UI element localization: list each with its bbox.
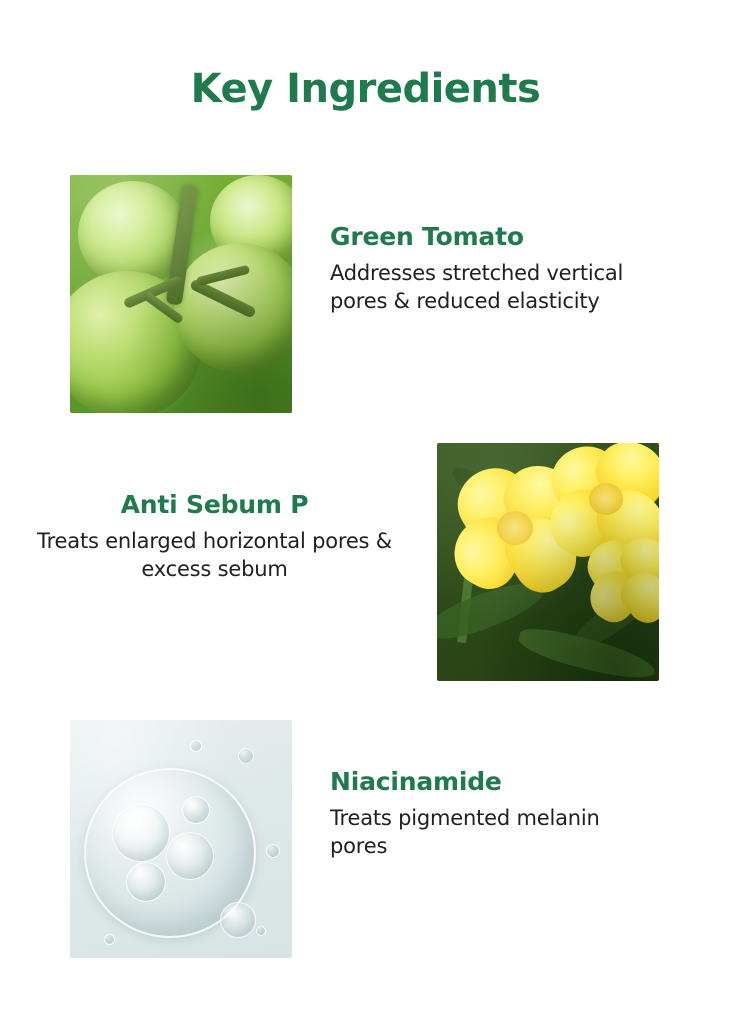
page-title: Key Ingredients bbox=[190, 66, 541, 112]
ingredient-description: Addresses stretched vertical pores & reduced elasticity bbox=[330, 261, 624, 313]
ingredient-name: Niacinamide bbox=[330, 767, 502, 796]
green-tomatoes-on-vine-image bbox=[70, 175, 292, 413]
image-shading-overlay bbox=[70, 720, 292, 958]
ingredient-row-anti-sebum-p bbox=[0, 443, 731, 688]
ingredient-text-block bbox=[330, 222, 630, 316]
image-shading-overlay bbox=[437, 443, 659, 681]
ingredient-text-block bbox=[27, 490, 402, 584]
yellow-evening-primrose-flowers-image bbox=[437, 443, 659, 681]
ingredient-row-green-tomato bbox=[0, 175, 731, 420]
ingredient-text-block bbox=[330, 767, 630, 861]
water-bubbles-serum-droplet-image bbox=[70, 720, 292, 958]
ingredient-name: Anti Sebum P bbox=[120, 490, 309, 519]
ingredient-description: Treats enlarged horizontal pores & excess sebum bbox=[37, 529, 392, 581]
ingredient-name: Green Tomato bbox=[330, 222, 524, 251]
image-shading-overlay bbox=[70, 175, 292, 413]
ingredient-row-niacinamide bbox=[0, 720, 731, 965]
ingredient-description: Treats pigmented melanin pores bbox=[330, 806, 600, 858]
